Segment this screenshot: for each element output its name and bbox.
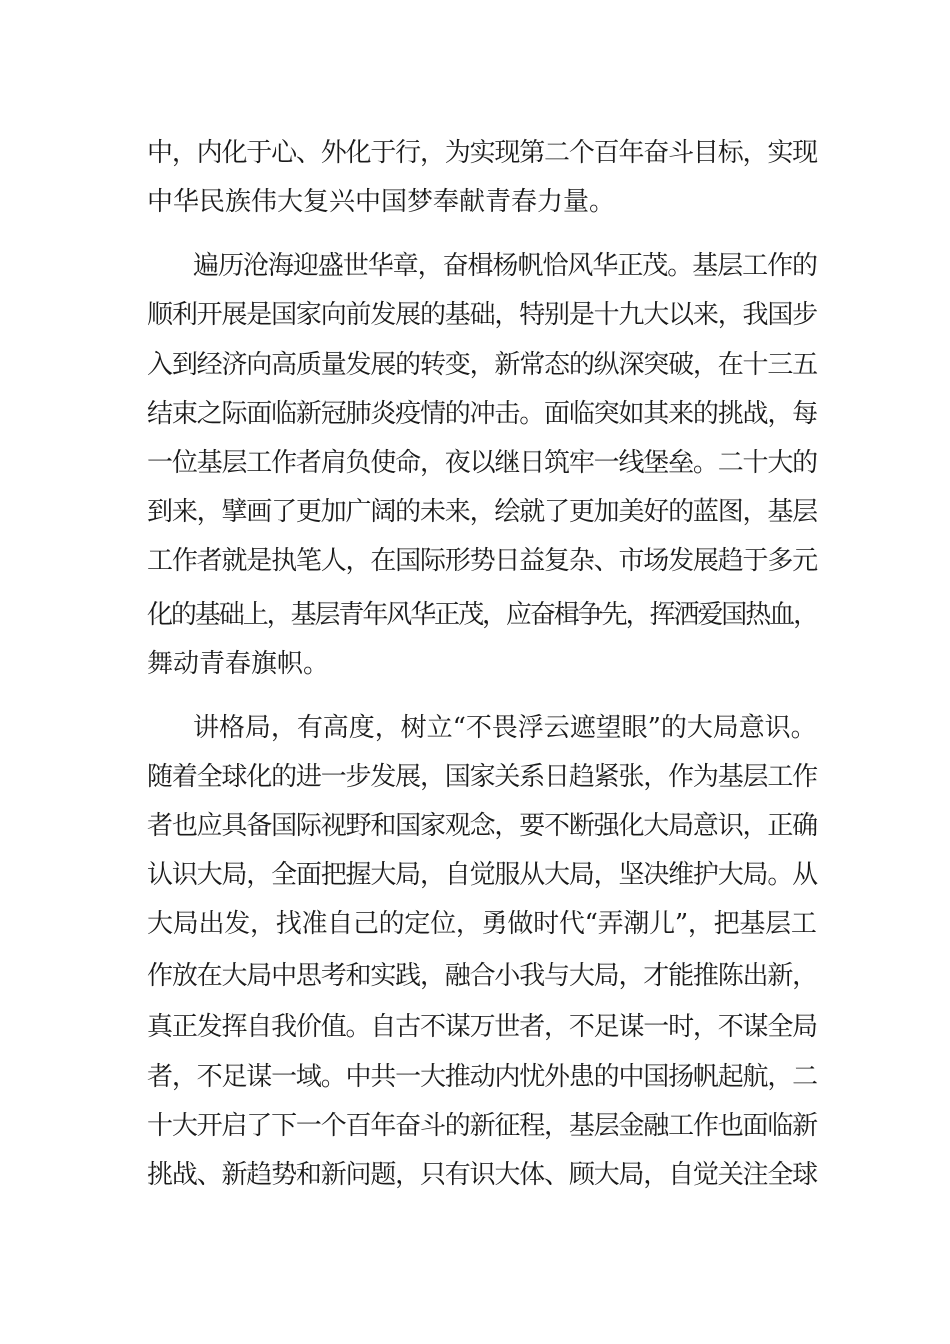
paragraph-2-line-2: 顺利开展是国家向前发展的基础，特别是十九大以来，我国步 [147, 300, 818, 330]
paragraph-1-line-1: 中，内化于心、外化于行，为实现第二个百年奋斗目标，实现 [147, 138, 818, 168]
paragraph-3-line-8: 者，不足谋一域。中共一大推动内忧外患的中国扬帆起航，二 [147, 1062, 818, 1092]
paragraph-3-line-1: 讲格局，有高度，树立“不畏浮云遮望眼”的大局意识。 [193, 713, 817, 743]
paragraph-3-line-3: 者也应具备国际视野和国家观念，要不断强化大局意识，正确 [147, 811, 818, 841]
paragraph-2-line-4: 结束之际面临新冠肺炎疫情的冲击。面临突如其来的挑战，每 [147, 399, 818, 429]
paragraph-3-line-7: 真正发挥自我价值。自古不谋万世者，不足谋一时，不谋全局 [147, 1012, 818, 1042]
paragraph-2-line-1: 遍历沧海迎盛世华章，奋楫杨帆恰风华正茂。基层工作的 [193, 251, 818, 281]
paragraph-2-line-7: 工作者就是执笔人，在国际形势日益复杂、市场发展趋于多元 [147, 546, 818, 576]
paragraph-3-line-4: 认识大局，全面把握大局，自觉服从大局，坚决维护大局。从 [147, 860, 818, 890]
paragraph-3-line-2: 随着全球化的进一步发展，国家关系日趋紧张，作为基层工作 [147, 762, 818, 792]
paragraph-2-line-5: 一位基层工作者肩负使命，夜以继日筑牢一线堡垒。二十大的 [147, 448, 818, 478]
paragraph-1-line-2: 中华民族伟大复兴中国梦奉献青春力量。 [147, 187, 616, 217]
paragraph-3-line-9: 十大开启了下一个百年奋斗的新征程，基层金融工作也面临新 [147, 1111, 818, 1141]
paragraph-2-line-8: 化的基础上，基层青年风华正茂，应奋楫争先，挥洒爱国热血， [147, 600, 818, 630]
paragraph-3-line-5: 大局出发，找准自己的定位，勇做时代“弄潮儿”，把基层工 [147, 909, 817, 939]
paragraph-3-line-10: 挑战、新趋势和新问题，只有识大体、顾大局，自觉关注全球 [147, 1160, 818, 1190]
paragraph-3-line-6: 作放在大局中思考和实践，融合小我与大局，才能推陈出新， [147, 961, 818, 991]
paragraph-2-line-6: 到来，擘画了更加广阔的未来，绘就了更加美好的蓝图，基层 [147, 497, 818, 527]
paragraph-2-line-9: 舞动青春旗帜。 [147, 649, 330, 679]
paragraph-2-line-3: 入到经济向高质量发展的转变，新常态的纵深突破，在十三五 [147, 350, 818, 380]
